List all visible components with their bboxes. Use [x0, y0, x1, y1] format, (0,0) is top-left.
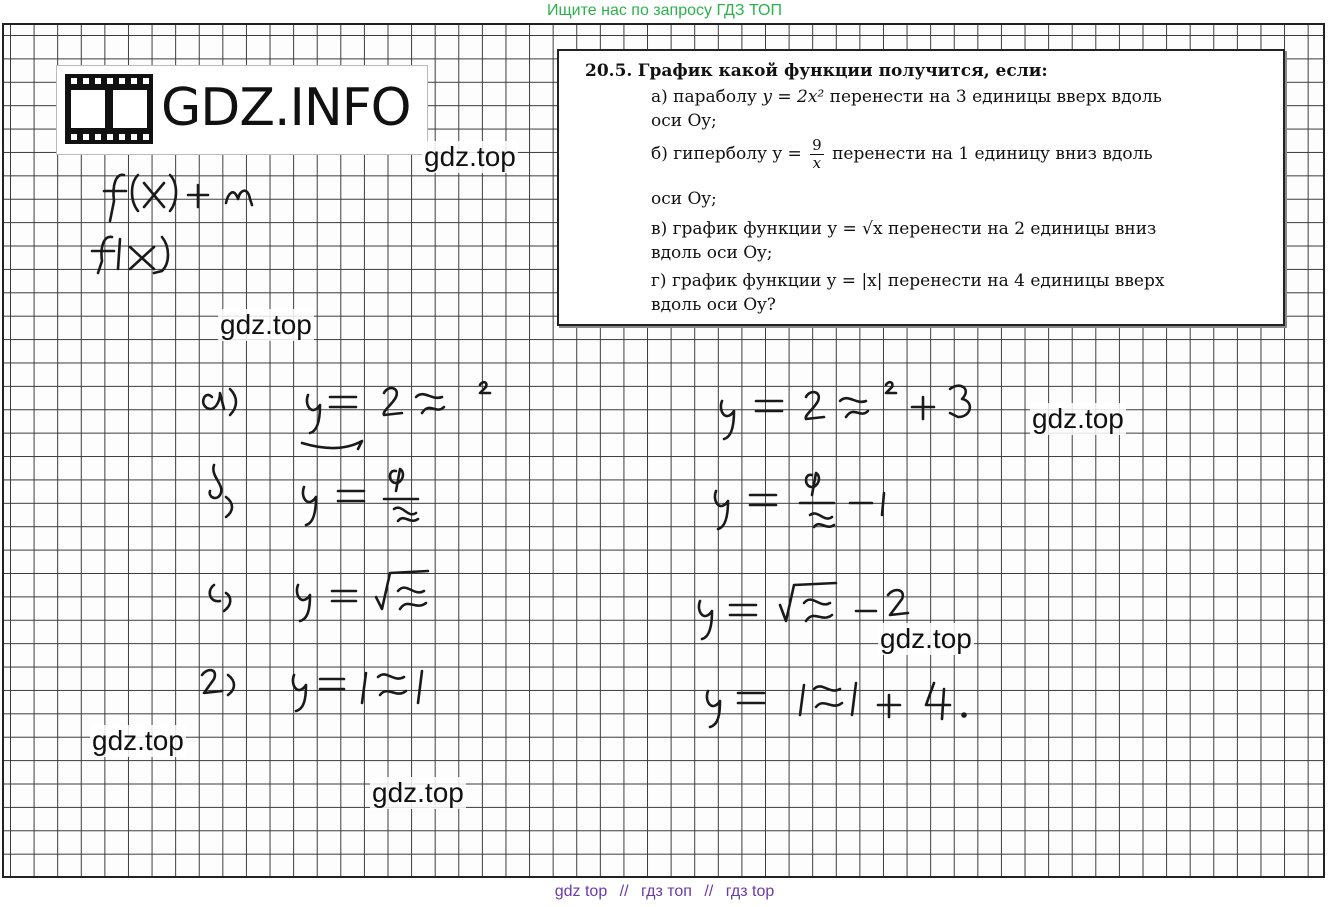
- item-b-denominator: x: [812, 154, 822, 172]
- watermark: gdz.top: [220, 309, 312, 340]
- watermark: gdz.top: [92, 725, 184, 756]
- footer-separator: //: [619, 883, 629, 900]
- grid-sheet: [2, 23, 1325, 878]
- problem-number: 20.5.: [585, 61, 633, 81]
- footer-link[interactable]: gdz top: [554, 883, 608, 900]
- item-b-numerator: 9: [812, 136, 822, 154]
- item-d-pre: г) график функции y = |x| перенести на 4 единицы вверх: [651, 271, 1165, 291]
- item-a-formula: y = 2x²: [762, 87, 825, 107]
- item-b-cont: оси Oy;: [651, 189, 717, 209]
- search-hint: Ищите нас по запросу ГДЗ ТОП: [547, 2, 782, 19]
- problem-intro: График какой функции получится, если:: [637, 61, 1048, 81]
- footer-links: [0, 880, 1329, 904]
- item-c-post: перенести на 2 единицы вниз: [887, 219, 1157, 239]
- footer-link[interactable]: гдз top: [725, 883, 775, 900]
- watermark: gdz.top: [1032, 403, 1124, 434]
- logo-text: GDZ.INFO: [161, 78, 411, 138]
- watermark: gdz.top: [424, 141, 516, 172]
- item-c-cont: вдоль оси Oy;: [651, 243, 773, 263]
- item-b-pre: б) гиперболу y =: [651, 144, 802, 164]
- handwritten-solution: [4, 25, 1323, 876]
- item-a-cont: оси Oy;: [651, 111, 717, 131]
- item-c-pre: в) график функции y = √x: [651, 219, 883, 239]
- item-b-post: перенести на 1 единицу вниз вдоль: [832, 144, 1153, 164]
- item-a-post: перенести на 3 единицы вверх вдоль: [829, 87, 1162, 107]
- item-a-pre: а) параболу: [651, 87, 757, 107]
- footer-link[interactable]: гдз топ: [641, 883, 692, 900]
- footer-separator: //: [704, 883, 714, 900]
- item-d-cont: вдоль оси Oy?: [651, 295, 776, 315]
- watermark: gdz.top: [880, 623, 972, 654]
- watermark: gdz.top: [372, 777, 464, 808]
